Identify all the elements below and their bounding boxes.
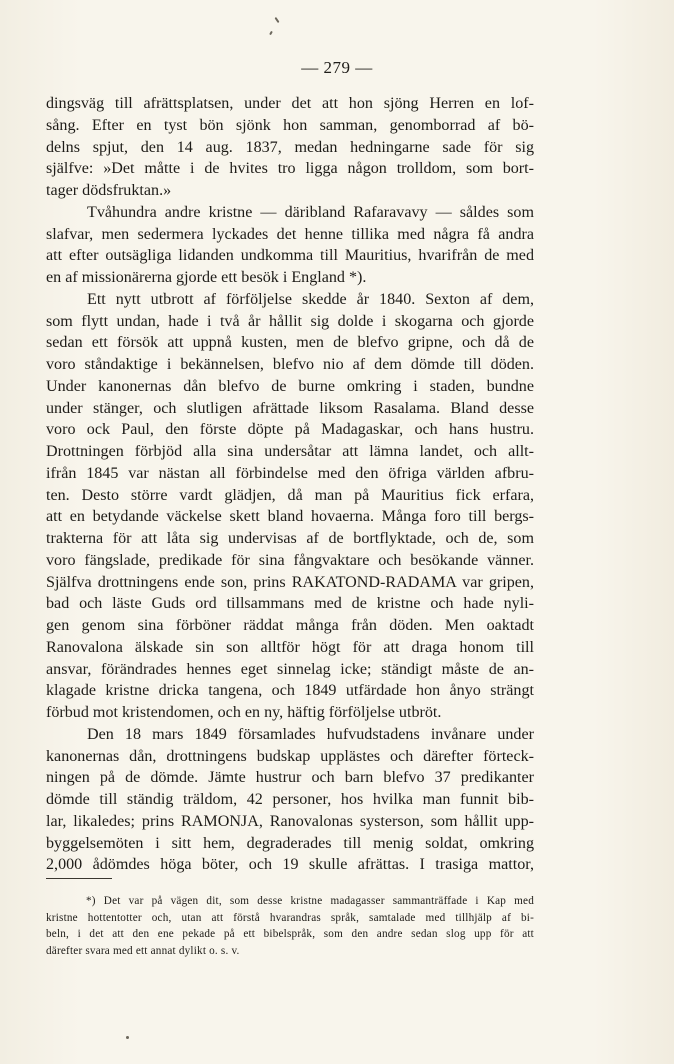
footnote-line: kristne hottentotter och, utan att förstå hvarandras språk, samtalade med tillhjälp af bi- [46, 911, 534, 924]
text-line: dingsväg till afrättsplatsen, under det att hon sjöng Herren en lof- [46, 95, 534, 112]
text-line: kanonernas dån, drottningens budskap upplästes och därefter förteck- [46, 747, 534, 765]
text-line: sedan ett försök att uppnå kusten, men de blefvo gripne, och då de [46, 334, 534, 352]
text-line: slafvar, men sedermera lyckades det henne tillika med några få andra [46, 225, 534, 243]
text-line: trakterna för att låta sig undervisas af de bortflyktade, och de, som [46, 530, 534, 547]
text-line: Tvåhundra andre kristne — däribland Rafaravavy — såldes som [87, 203, 534, 221]
text-line: gen genom sina förböner räddat många från döden. Men oaktadt [46, 617, 534, 634]
footnote-line: därefter svara med ett annat dylikt o. s. v. [46, 944, 240, 957]
text-line: ningen på de dömde. Jämte hustrur och barn blefvo 37 predikanter [46, 769, 534, 787]
text-line: att en betydande väckelse skett bland hovaerna. Många foro till bergs- [46, 508, 534, 526]
text-line: voro ock Paul, den förste döpte på Madagaskar, och hans hustru. [46, 421, 534, 439]
print-speck [126, 1036, 129, 1039]
text-line: att efter outsägliga lidanden undkomma till Mauritius, hvarifrån de med [46, 247, 534, 265]
text-line: ifrån 1845 var nästan all förbindelse med den öfriga världen afbru- [46, 464, 534, 482]
text-line: förbud mot kristendomen, och en ny, häftig förföljelse utbröt. [46, 704, 442, 721]
print-speck [269, 31, 273, 35]
page-number: — 279 — [301, 58, 373, 77]
text-line: Ranovalona älskade sin son alltför högt för att draga honom till [46, 638, 534, 656]
text-line: ten. Desto större vardt glädjen, då man på Mauritius fick erfara, [46, 486, 534, 504]
text-line: dömde till ständig träldom, 42 personer, hos hvilka man funnit bib- [46, 791, 534, 808]
text-line: sång. Efter en tyst bön sjönk hon samman, genomborrad af bö- [46, 116, 534, 134]
text-line: ansvar, förändrades hennes eget sinnelag icke; ständigt måste de an- [46, 660, 534, 678]
text-line: som flytt undan, hade i två år hållit sig dolde i skogarna och gjorde [46, 312, 534, 330]
text-line: delns spjut, den 14 aug. 1837, medan hedningarne sade för sig [46, 138, 534, 156]
text-line: klagade kristne dricka tangena, och 1849 utfärdade hon ånyo strängt [46, 682, 534, 700]
text-line: själfve: »Det måtte i de hvites tro ligga någon trolldom, som bort- [46, 160, 534, 178]
text-line: Drottningen förbjöd alla sina undersåtar att lämna landet, och allt- [46, 443, 534, 460]
text-line: tager dödsfruktan.» [46, 182, 172, 199]
text-line: voro fängslade, predikade för sina fångvaktare och besökande vänner. [46, 551, 534, 569]
footnote [46, 893, 534, 959]
text-line: voro ståndaktige i bekännelsen, blefvo nio af dem dömde till döden. [46, 356, 534, 373]
footnote-rule [46, 878, 112, 879]
text-line: Under kanonernas dån blefvo de burne omkring i staden, bundne [46, 377, 534, 395]
text-line: Ett nytt utbrott af förföljelse skedde år 1840. Sexton af dem, [87, 290, 534, 308]
text-line: bad och läste Guds ord tillsammans med de kristne och hade nyli- [46, 595, 534, 613]
print-speck [274, 17, 279, 23]
footnote-line: *) Det var på vägen dit, som desse kristne madagasser sammanträffade i Kap med [86, 895, 534, 907]
text-line: Själfva drottningens ende son, prins RAKATOND-RADAMA var gripen, [46, 573, 534, 591]
text-line: byggelsemöten i sitt hem, degraderades till menig soldat, omkring [46, 834, 534, 852]
text-line: Den 18 mars 1849 församlades hufvudstadens invånare under [87, 725, 534, 743]
body-text [46, 93, 534, 876]
text-line: en af missionärerna gjorde ett besök i England *). [46, 269, 367, 286]
text-line: 2,000 ådömdes höga böter, och 19 skulle afrättas. I trasiga mattor, [46, 856, 534, 874]
text-line: under stänger, och slutligen afrättade liksom Rasalama. Bland desse [46, 399, 534, 417]
footnote-line: beln, i det att den ene pekade på ett bibelspråk, som den andre sedan slog upp för att [46, 928, 534, 941]
text-line: lar, likaledes; prins RAMONJA, Ranovalonas systerson, som hållit upp- [46, 812, 534, 830]
